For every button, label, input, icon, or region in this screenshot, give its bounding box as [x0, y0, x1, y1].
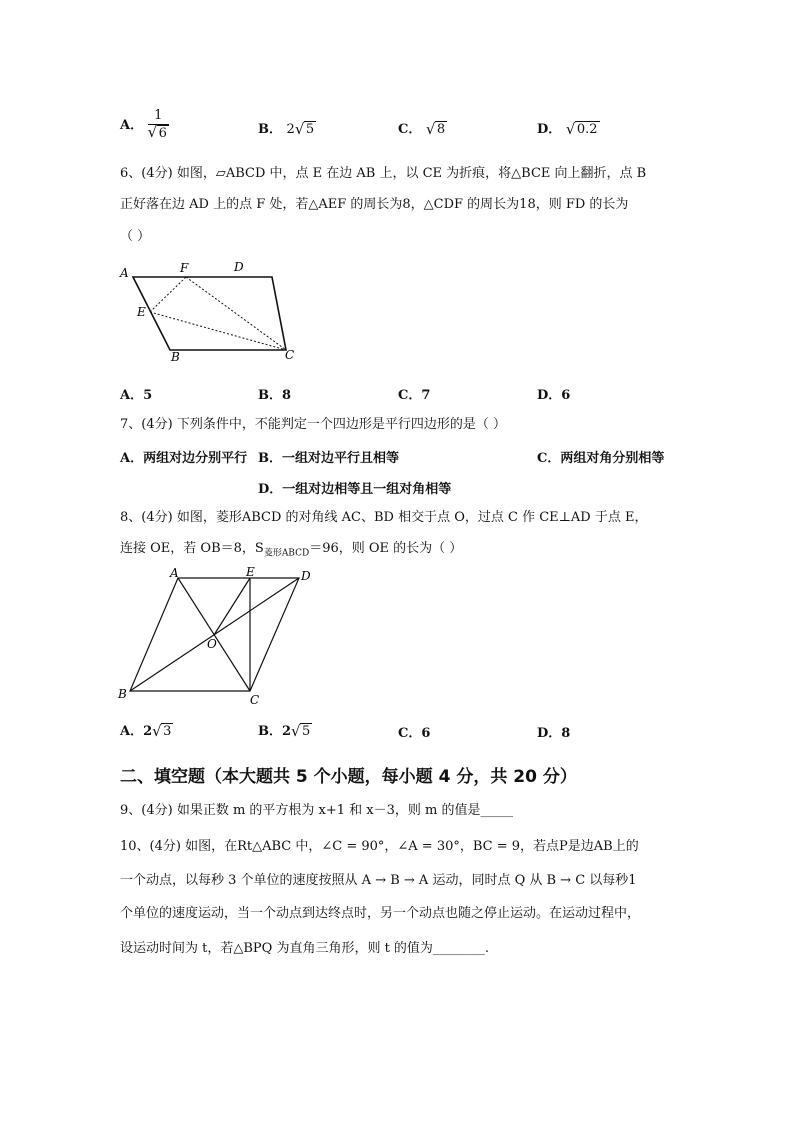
q7-option-b: B．一组对边平行且相等: [258, 451, 399, 466]
q10-line-3: 个单位的速度运动，当一个动点到达终点时，另一个动点也随之停止运动。在运动过程中，: [120, 906, 641, 921]
q8-label-b: B: [118, 687, 127, 701]
q6-label-b: B: [171, 350, 180, 364]
q6-option-a: A．5: [120, 388, 153, 403]
q10-line-2: 一个动点，以每秒 3 个单位的速度按照从 A → B → A 运动，同时点 Q 从 B → C 以每秒1: [120, 873, 637, 888]
q6-parallelogram: [133, 277, 286, 350]
q9-line-1: 9、(4分) 如果正数 m 的平方根为 x+1 和 x－3，则 m 的值是_____: [120, 803, 513, 818]
q5-option-b-coef: 2: [286, 122, 295, 137]
q8-line-1: 8、(4分) 如图，菱形ABCD 的对角线 AC、BD 相交于点 O，过点 C 作 CE⊥AD 于点 E，: [120, 510, 648, 525]
q8-label-c: C: [250, 693, 260, 707]
q8-line-2-end: ＝96，则 OE 的长为（ ）: [309, 541, 463, 556]
q8-label-a: A: [170, 566, 179, 580]
q8-label-e: E: [246, 566, 255, 579]
q6-label-d: D: [234, 260, 244, 274]
q8-label-d: D: [301, 569, 311, 583]
q6-line-1: 6、(4分) 如图，▱ABCD 中，点 E 在边 AB 上，以 CE 为折痕，将△BCE 向上翻折，点 B: [120, 166, 647, 181]
q8-line-2: [120, 540, 462, 563]
q5-option-a-numerator: 1: [148, 108, 169, 125]
q5-option-d-letter: D．: [537, 122, 562, 137]
q7-option-c: C．两组对角分别相等: [537, 451, 665, 466]
q8-option-d-letter: D．: [537, 726, 562, 741]
q5-option-b-radicand: 5: [305, 122, 315, 137]
q5-option-c: [398, 118, 447, 137]
q6-label-a: A: [120, 266, 129, 280]
q5-option-a-radicand: 6: [158, 126, 167, 141]
q10-line-4: 设运动时间为 t，若△BPQ 为直角三角形，则 t 的值为________.: [120, 941, 490, 956]
q5-option-b-letter: B．: [258, 122, 282, 137]
q5-option-b: [258, 118, 316, 137]
q6-option-b: B．8: [258, 388, 292, 403]
q6-segment-fc: [186, 277, 286, 350]
q6-option-d: D．6: [537, 388, 571, 403]
q8-option-b-radicand: 5: [302, 724, 311, 739]
q8-option-b: [258, 720, 312, 739]
q5-option-a-letter: A．: [120, 118, 144, 133]
q5-option-c-radicand: 8: [436, 122, 446, 137]
q8-option-b-coef: 2: [282, 724, 292, 739]
q7-option-d: D．一组对边相等且一组对角相等: [258, 482, 452, 497]
q8-option-d: [537, 722, 570, 741]
q5-option-c-letter: C．: [398, 122, 422, 137]
q5-option-a-fraction: [148, 108, 169, 143]
q8-option-c-value: 6: [421, 726, 431, 741]
q8-option-a: [120, 720, 173, 739]
q8-segment-oe: [214, 578, 250, 635]
q6-parallelogram-figure: [110, 255, 320, 370]
q10-line-1: 10、(4分) 如图，在Rt△ABC 中，∠C = 90°，∠A = 30°，BC = 9，若点P是边AB上的: [120, 839, 639, 854]
q6-line-3: （ ）: [120, 229, 151, 244]
q8-option-a-coef: 2: [143, 724, 153, 739]
q8-line-2-subscript: 菱形ABCD: [263, 548, 310, 559]
section-2-title: 二、填空题（本大题共 5 个小题，每小题 4 分，共 20 分）: [120, 767, 577, 787]
q8-option-c-letter: C．: [398, 726, 422, 741]
q7-line-1: 7、(4分) 下列条件中，不能判定一个四边形是平行四边形的是（ ）: [120, 417, 506, 432]
q6-label-e: E: [137, 305, 146, 319]
q5-option-d-radicand: 0.2: [576, 122, 598, 137]
q7-option-a: A．两组对边分别平行: [120, 451, 248, 466]
q8-option-d-value: 8: [561, 726, 571, 741]
q8-option-c: [398, 722, 430, 741]
q8-rhombus-figure: [112, 566, 322, 711]
q8-label-o: O: [207, 637, 217, 651]
q6-option-c: C．7: [398, 388, 431, 403]
q6-line-2: 正好落在边 AD 上的点 F 处，若△AEF 的周长为8，△CDF 的周长为18，则 FD 的长为: [120, 197, 629, 212]
q6-segment-ec: [150, 312, 286, 350]
q6-label-c: C: [285, 348, 295, 362]
q8-option-b-letter: B．: [258, 724, 282, 739]
q6-segment-ef: [150, 277, 186, 312]
q8-option-a-radicand: 3: [163, 724, 172, 739]
q5-option-a: [120, 108, 169, 143]
q8-line-2-start: 连接 OE，若 OB＝8，S: [120, 541, 264, 556]
q6-label-f: F: [180, 261, 189, 275]
q5-option-d: [537, 118, 600, 137]
q8-option-a-letter: A．: [120, 724, 144, 739]
